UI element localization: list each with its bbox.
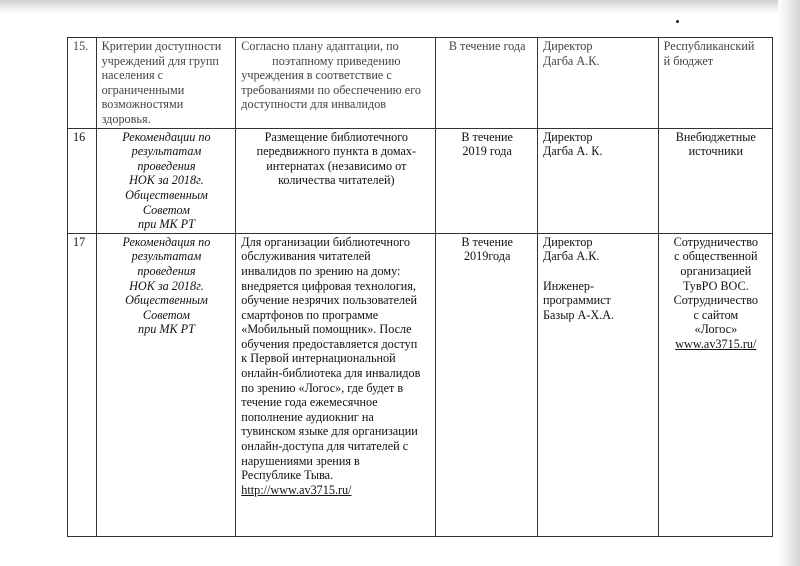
text-line: при МК РТ (138, 217, 195, 232)
text-line: доступности для инвалидов (241, 97, 387, 112)
text-line: «Логос» (694, 322, 738, 337)
text-line: «Мобильный помощник». После (241, 322, 412, 337)
table-row (68, 233, 773, 536)
text-line: Размещение библиотечного (264, 129, 409, 144)
text-line: по зрению «Логос», где будет в (241, 380, 404, 395)
row-number: 16 (68, 128, 97, 233)
description-cell (236, 128, 436, 233)
text-line: Директор (542, 39, 593, 53)
funding-cell (658, 233, 772, 536)
text-line: ТувРО ВОС. (682, 278, 749, 293)
text-line: населения с (101, 68, 164, 83)
text-line: обучения предоставляется доступ (241, 336, 418, 351)
text-line: Директор (542, 234, 593, 249)
text-line: обслуживания читателей (241, 249, 371, 264)
term-cell (436, 128, 538, 233)
funding-cell (658, 128, 772, 233)
text-line: поэтапному приведению (272, 53, 401, 68)
criterion-cell (96, 38, 236, 129)
description-cell (236, 38, 436, 129)
text-line: Критерии доступности (101, 39, 222, 53)
text-line: с общественной (674, 249, 758, 264)
text-line: нарушениями зрения в (241, 453, 360, 468)
text-line: ограниченными (101, 82, 185, 97)
text-line: обучение незрячих пользователей (241, 293, 418, 308)
description-cell (236, 233, 436, 536)
responsible-cell (537, 38, 658, 129)
scan-top-edge (0, 0, 800, 14)
text-line: Общественным Советом (125, 187, 208, 217)
text-line: Внебюджетные (675, 129, 756, 144)
text-line: программист (542, 293, 611, 308)
text-line: НОК за 2018г. (129, 278, 204, 293)
text-line: В течение (461, 129, 513, 144)
text-line: й бюджет (663, 53, 714, 68)
text-line: пополнение аудиокниг на (241, 409, 374, 424)
text-line: 2019 года (462, 144, 512, 159)
text-line: Директор (542, 129, 593, 144)
text-line: смартфонов по программе (241, 307, 379, 322)
text-line: 2019года (463, 249, 511, 264)
text-line: возможностями здоровья. (101, 97, 184, 126)
text-line: НОК за 2018г. (129, 173, 204, 188)
text-line: Для организации библиотечного (241, 234, 410, 249)
text-line: Сотрудничество (673, 234, 759, 249)
text-line: количества читателей) (278, 173, 395, 188)
text-line: В течение (461, 234, 513, 249)
text-line: Дагба А. К. (542, 144, 603, 159)
logos-site-link[interactable]: www.av3715.ru/ (675, 336, 757, 351)
text-line: Базыр А-Х.А. (542, 307, 615, 322)
text-line: внедряется цифровая технология, (241, 278, 416, 293)
text-line: к Первой интернациональной (241, 351, 396, 366)
text-line: инвалидов по зрению на дому: (241, 263, 401, 278)
text-line: Рекомендации по (122, 129, 211, 144)
text-line: источники (688, 144, 744, 159)
text-line: Общественным Советом (125, 293, 208, 322)
text-line: онлайн-доступа для читателей с (241, 439, 409, 454)
term-cell (436, 233, 538, 536)
text-line: учреждений для групп (101, 53, 219, 68)
table-row (68, 38, 773, 129)
scan-right-edge (778, 0, 800, 566)
text-line: Республике Тыва. (241, 468, 334, 483)
text-line: Сотрудничество (673, 293, 759, 308)
text-line: онлайн-библиотека для инвалидов (241, 366, 421, 381)
text-line: результатам проведения (131, 144, 202, 173)
text-line: учреждения в соответствие с (241, 68, 392, 83)
text-line: передвижного пункта в домах- (256, 144, 417, 159)
funding-cell (658, 38, 772, 129)
term-cell (436, 38, 538, 129)
text-line: Республиканский (663, 39, 755, 53)
table-row (68, 128, 773, 233)
text-line: организацией (680, 263, 752, 278)
text-line: Рекомендация по (122, 234, 211, 249)
text-line: течение года ежемесячное (241, 395, 378, 410)
criterion-cell (96, 233, 236, 536)
text-line: требованиями по обеспечению его (241, 82, 421, 97)
text-line: интернатах (независимо от (266, 158, 407, 173)
logos-site-link[interactable]: http://www.av3715.ru/ (241, 482, 352, 497)
row-number: 15. (68, 38, 97, 129)
text-line: тувинском языке для организации (241, 424, 418, 439)
criterion-cell (96, 128, 236, 233)
text-line (543, 264, 654, 279)
text-line: В течение года (448, 39, 526, 53)
text-line: Согласно плану адаптации, по (241, 39, 399, 53)
responsible-cell (537, 233, 658, 536)
responsible-cell (537, 128, 658, 233)
plan-table (67, 37, 773, 537)
row-number: 17 (68, 233, 97, 536)
text-line: результатам проведения (131, 249, 202, 278)
text-line: при МК РТ (138, 322, 195, 337)
scan-speck (676, 20, 679, 23)
text-line: Дагба А.К. (542, 53, 600, 68)
text-line: с сайтом (693, 307, 739, 322)
text-line: Инженер- (542, 278, 595, 293)
text-line: Дагба А.К. (542, 249, 600, 264)
